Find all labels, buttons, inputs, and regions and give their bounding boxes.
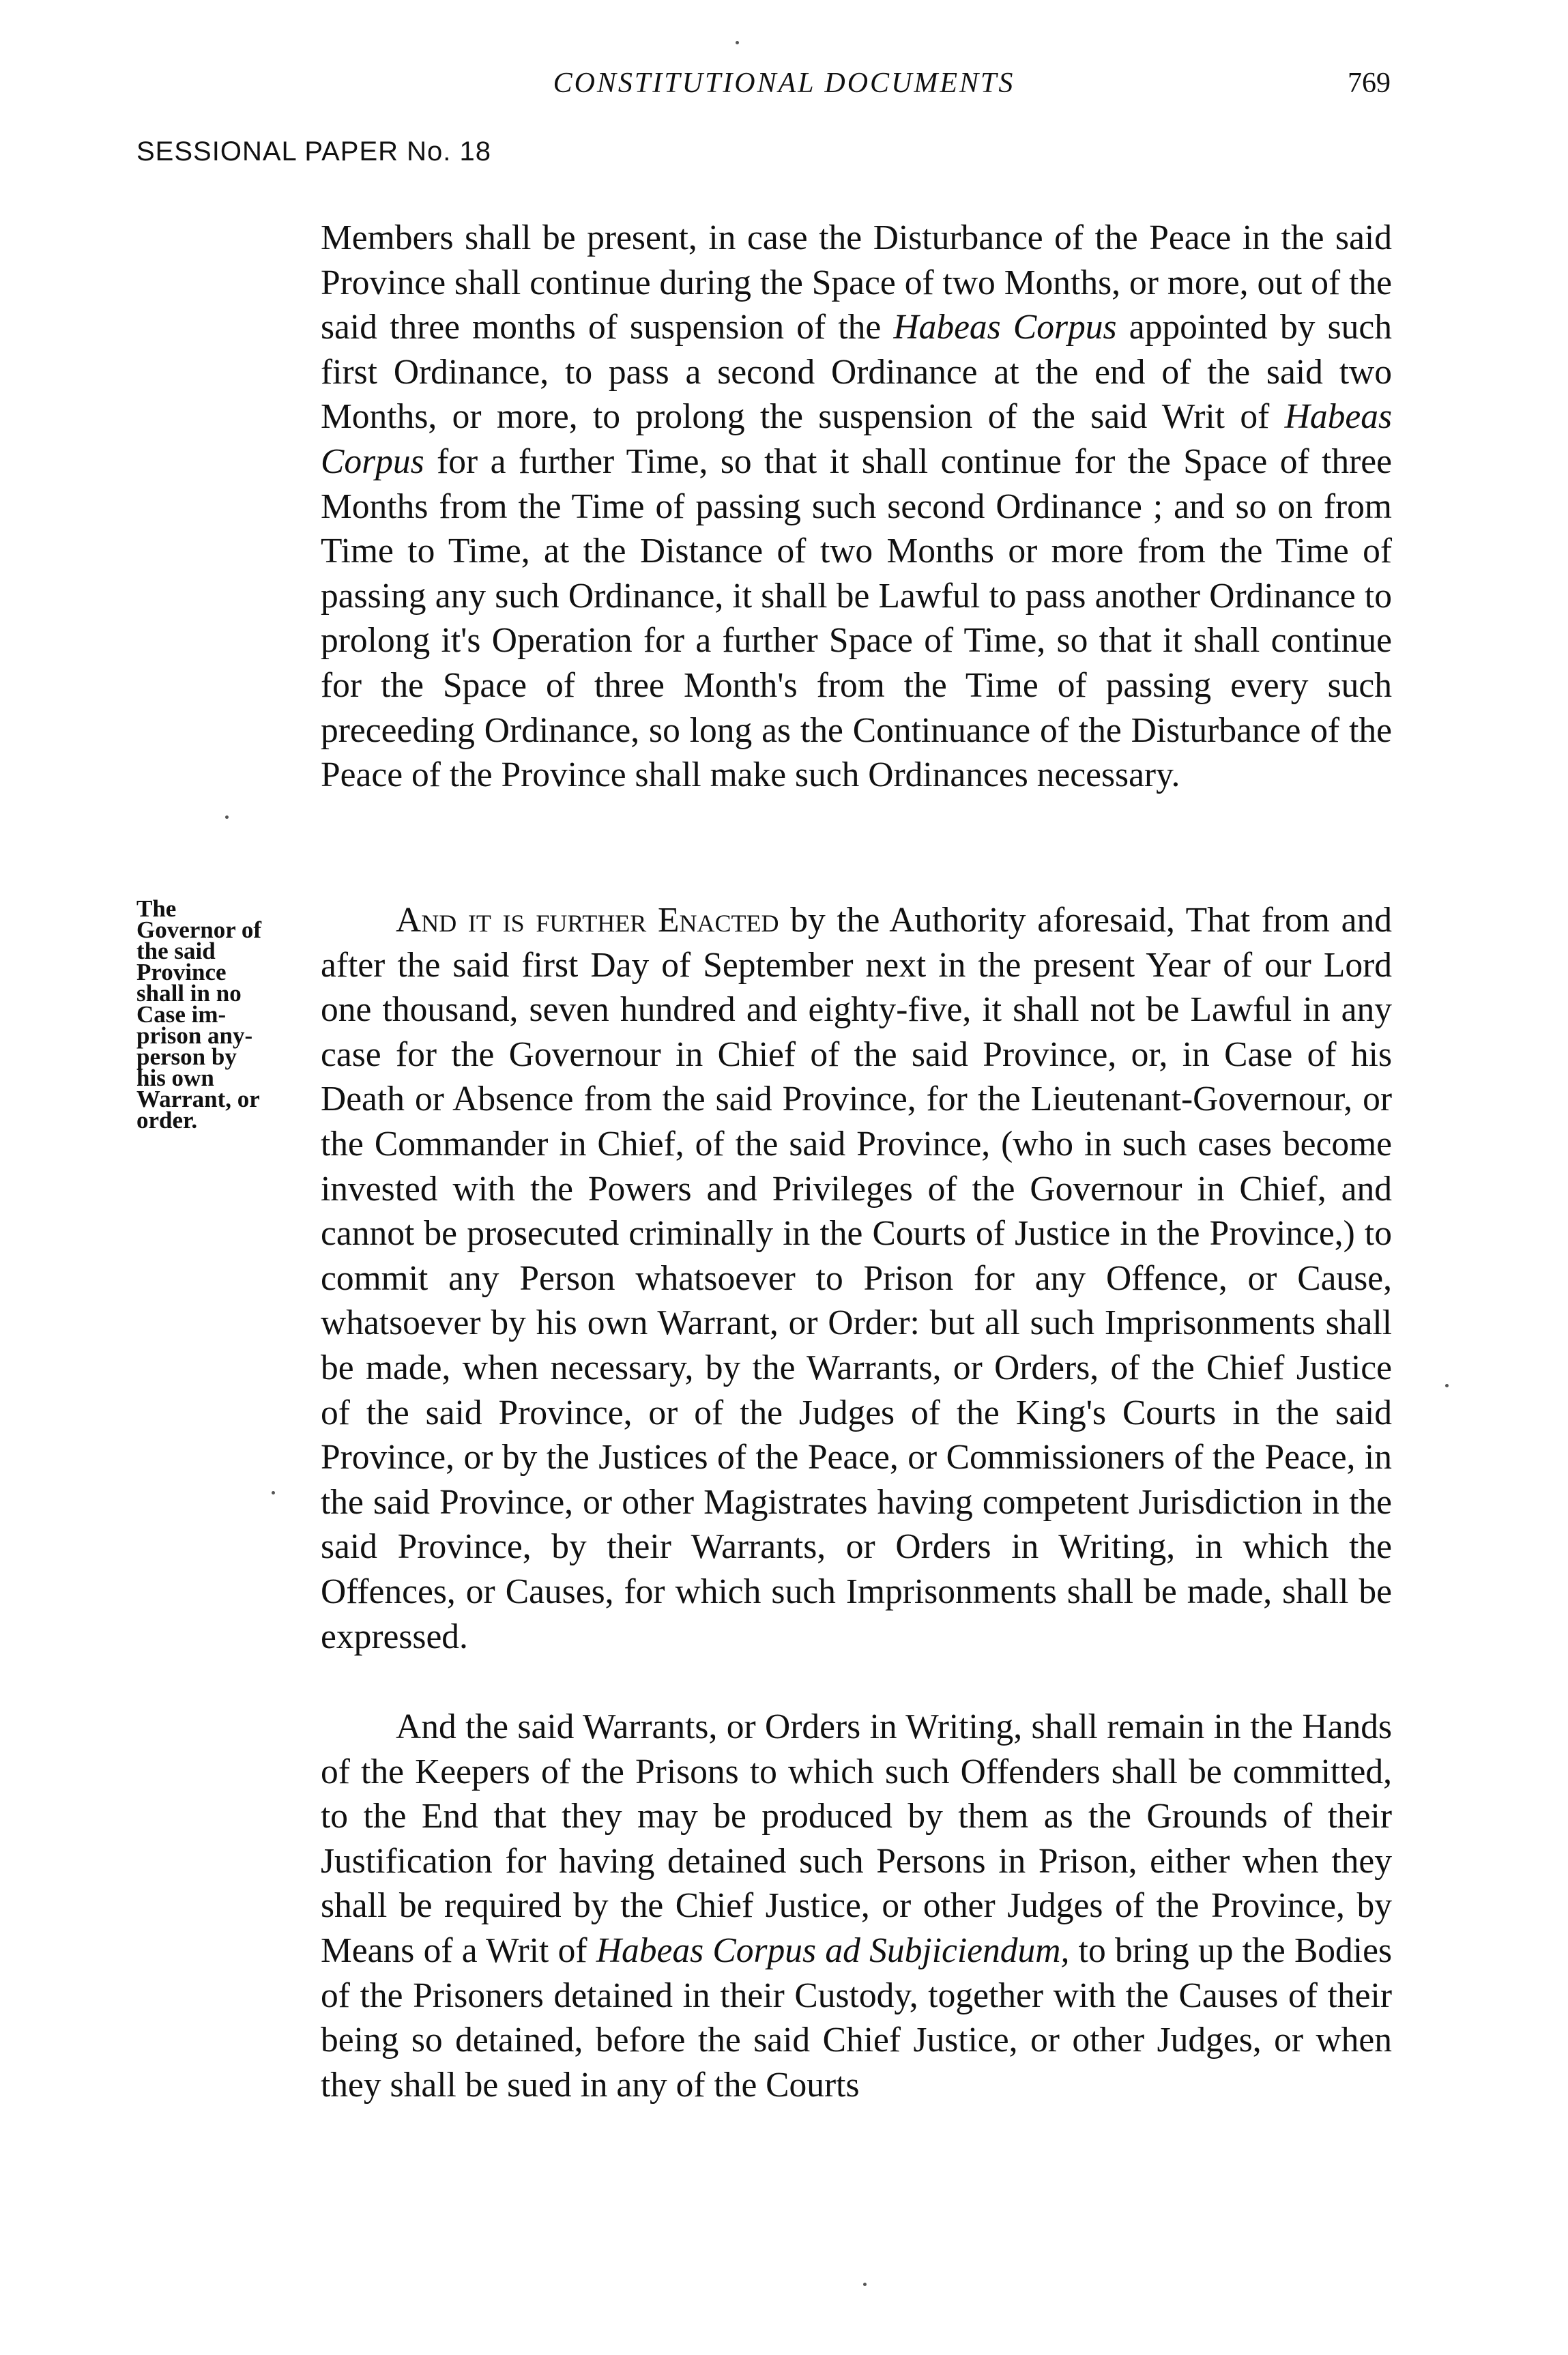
- paragraph-1-text-c: appointed by such first Ordinance, to pass a second Ordinance at the end of the said two Months, or more, to prolong the suspension of the said Writ of: [321, 308, 1393, 437]
- marginal-note-line: person by: [136, 1043, 237, 1070]
- marginal-note-line: Province: [136, 959, 227, 985]
- paragraph-3-text-a: And the said Warrants, or Orders in Writing, shall remain in the Hands of the Keepers of the Prisons to which such Offenders shall be committed, to the End that they may be produced by them as the Grounds of their Justification for having detained such Persons in Prison, either when they shall be required by the Chief Justice, or other Judges of the Province, by Means of a Writ of: [321, 1707, 1392, 1970]
- paragraph-3: [321, 1705, 1392, 2107]
- marginal-note-line: order.: [136, 1107, 198, 1133]
- paragraph-1-italic-habeas-corpus-2: Habeas Corpus: [321, 397, 1392, 481]
- marginal-note-line: Case im-: [136, 1001, 227, 1028]
- sessional-paper-label: SESSIONAL PAPER No. 18: [136, 136, 491, 167]
- running-header-title: CONSTITUTIONAL DOCUMENTS: [553, 68, 1015, 99]
- paragraph-3-text-c: to bring up the Bodies of the Prisoners detained in their Custody, together with the Causes of their being so detained, before the said Chief Justice, or other Judges, or when they shall be sued in any of the Courts: [321, 1931, 1393, 2105]
- paragraph-1: [321, 216, 1392, 798]
- marginal-note-line: The: [136, 895, 177, 922]
- page-number: 769: [1348, 68, 1391, 99]
- paragraph-1-text-a: Members shall be present, in case the Disturbance of the Peace in the said Province shall continue during the Space of two Months, or more, out of the said three months of suspension of the: [321, 218, 1392, 347]
- marginal-note-line: Governor of: [136, 916, 262, 943]
- marginal-note: [136, 895, 307, 1133]
- marginal-note-line: prison any-: [136, 1022, 253, 1049]
- print-speck: [736, 41, 739, 44]
- paragraph-1-italic-habeas-corpus-1: Habeas Corpus: [893, 308, 1117, 347]
- marginal-note-line: Warrant, or: [136, 1086, 260, 1112]
- print-speck: [272, 1491, 275, 1494]
- marginal-note-line: his own: [136, 1065, 214, 1091]
- marginal-note-line: shall in no: [136, 980, 242, 1007]
- paragraph-2-text: by the Authority aforesaid, That from and after the said first Day of September next in the present Year of our Lord one thousand, seven hundred and eighty-five, it shall not be Lawful in any case for the Governour in Chief of the said Province, or, in Case of his Death or Absence from the said Province, for the Lieutenant-Governour, or the Commander in Chief, of the said Province, (who in such cases become invested with the Powers and Privileges of the Governour in Chief, and cannot be prosecuted criminally in the Courts of Justice in the Province,) to commit any Person whatsoever to Prison for any Offence, or Cause, whatsoever by his own Warrant, or Order: but all such Imprisonments shall be made, when necessary, by the Warrants, or Orders, of the Chief Justice of the said Province, or of the Judges of the King's Courts in the said Province, or by the Justices of the Peace, or Commissioners of the Peace, in the said Province, or other Magistrates having competent Jurisdiction in the said Province, by their Warrants, or Orders in Writing, in which the Offences, or Causes, for which such Imprisonments shall be made, shall be expressed.: [321, 901, 1392, 1656]
- paragraph-2-enacting-clause: And it is further Enacted: [396, 901, 779, 940]
- paragraph-1-text-e: for a further Time, so that it shall continue for the Space of three Months from the Time of passing such second Ordinance ; and so on from Time to Time, at the Distance of two Months or more from the Time of passing any such Ordinance, it shall be Lawful to pass another Ordinance to prolong it's Operation for a further Space of Time, so that it shall continue for the Space of three Month's from the Time of passing every such preceeding Ordinance, so long as the Continuance of the Disturbance of the Peace of the Province shall make such Ordinances necessary.: [321, 442, 1392, 795]
- paragraph-2: [321, 898, 1392, 1659]
- print-speck: [863, 2283, 867, 2286]
- print-speck: [1445, 1384, 1449, 1387]
- marginal-note-line: the said: [136, 938, 216, 964]
- print-speck: [225, 815, 229, 819]
- paragraph-3-italic-writ: Habeas Corpus ad Subjiciendum,: [596, 1931, 1070, 1970]
